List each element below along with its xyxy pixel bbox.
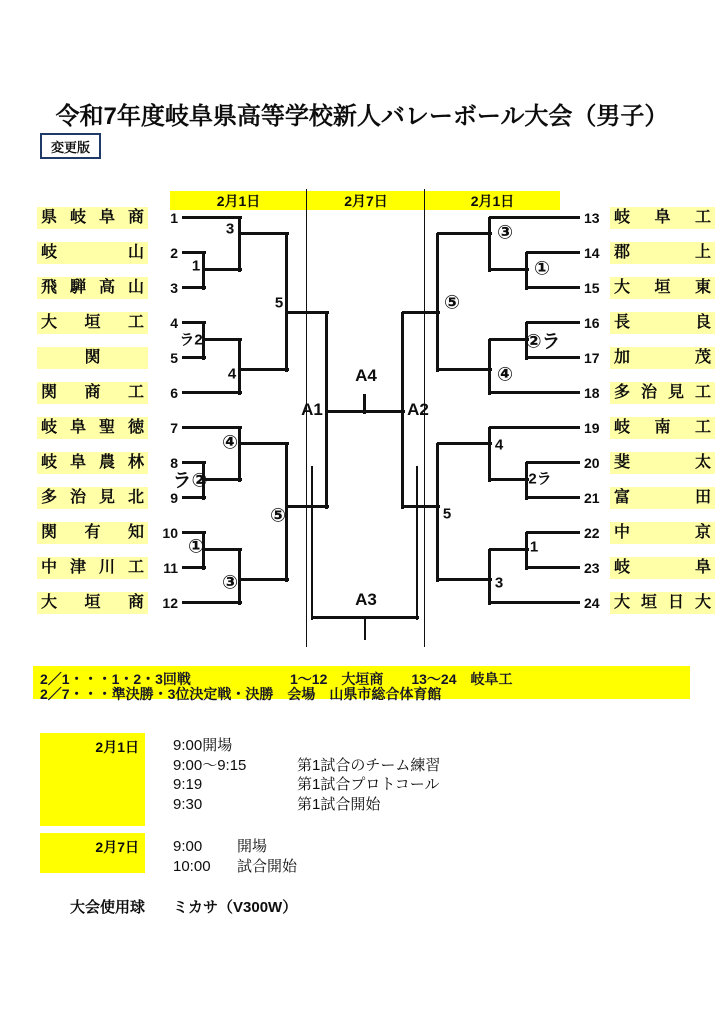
team-name: 岐 山 xyxy=(37,242,148,264)
bracket-line xyxy=(203,478,242,481)
note-line1-left: 2／1・・・1・2・3回戦 xyxy=(40,671,191,687)
bracket-line xyxy=(286,311,329,314)
match-label: ④ xyxy=(221,432,239,454)
team-seed: 19 xyxy=(584,420,600,436)
bracket-line xyxy=(311,466,313,620)
bracket-line xyxy=(286,505,329,508)
bracket-line xyxy=(402,505,440,508)
bracket-line xyxy=(239,578,289,581)
ball-value: ミカサ（V300W） xyxy=(173,899,298,916)
bracket-line xyxy=(489,268,529,271)
bracket-line xyxy=(489,478,529,481)
schedule-row xyxy=(173,754,440,774)
bracket-line xyxy=(437,232,492,235)
team-seed: 7 xyxy=(170,420,178,436)
team-seed: 20 xyxy=(584,455,600,471)
schedule-row xyxy=(173,734,440,754)
team-name: 関 商 工 xyxy=(37,382,148,404)
team-name: 長 良 xyxy=(610,312,715,334)
bracket-line xyxy=(239,232,289,235)
match-label: 4 xyxy=(494,436,504,454)
team-name: 中 津 川 工 xyxy=(37,557,148,579)
bracket-line xyxy=(526,461,580,464)
bracket-line xyxy=(489,338,529,341)
team-name: 岐 阜 農 林 xyxy=(37,452,148,474)
bracket-line xyxy=(436,233,439,372)
schedule-row xyxy=(173,855,297,875)
schedule-row xyxy=(173,835,297,855)
schedule-desc: 開場 xyxy=(237,838,268,855)
bracket-line xyxy=(238,217,241,272)
team-seed: 22 xyxy=(584,525,600,541)
bracket-line xyxy=(239,442,289,445)
bracket-line xyxy=(526,321,580,324)
team-seed: 18 xyxy=(584,385,600,401)
bracket-line xyxy=(437,578,492,581)
schedule-desc: 試合開始 xyxy=(237,857,298,875)
team-seed: 2 xyxy=(170,245,178,261)
match-label: ③ xyxy=(221,572,239,594)
team-seed: 21 xyxy=(584,490,600,506)
bracket-line xyxy=(364,617,366,640)
match-label: 4 xyxy=(227,365,237,383)
team-seed: 23 xyxy=(584,560,600,576)
match-label: 1 xyxy=(529,538,539,556)
bracket-line xyxy=(238,549,241,605)
bracket-line xyxy=(489,216,580,219)
team-seed: 11 xyxy=(163,560,178,576)
bracket-line xyxy=(437,442,492,445)
team-name: 大 垣 日 大 xyxy=(610,592,715,614)
team-seed: 4 xyxy=(170,315,178,331)
bracket-line xyxy=(526,286,580,289)
team-seed: 1 xyxy=(170,210,178,226)
match-label: ① xyxy=(187,536,205,558)
bracket-line xyxy=(203,338,242,341)
team-seed: 17 xyxy=(584,350,600,366)
schedule-time: 9:00開場 xyxy=(173,737,233,754)
court-label: A3 xyxy=(355,590,377,609)
team-seed: 15 xyxy=(584,280,600,296)
schedule-day1-rows xyxy=(173,734,440,812)
team-name: 多 治 見 工 xyxy=(610,382,715,404)
bracket-line xyxy=(526,531,580,534)
ball-label: 大会使用球 xyxy=(69,899,145,916)
match-label: 5 xyxy=(442,505,452,523)
schedule-desc: 第1試合プロトコール xyxy=(297,776,440,794)
team-name: 関 xyxy=(37,347,148,369)
bracket-line xyxy=(238,427,241,482)
bracket-line xyxy=(525,532,528,570)
schedule-day1-date: 2月1日 xyxy=(95,739,139,755)
bracket-line xyxy=(203,548,242,551)
bracket-line xyxy=(489,391,580,394)
match-label: ⑤ xyxy=(443,292,461,314)
match-label: 5 xyxy=(274,294,284,312)
day-header: 2月7日 xyxy=(307,191,425,210)
bracket-line xyxy=(182,601,242,604)
bracket-line xyxy=(526,251,580,254)
team-name: 飛 騨 高 山 xyxy=(37,277,148,299)
bracket-line xyxy=(525,252,528,290)
team-name: 大 垣 工 xyxy=(37,312,148,334)
team-name: 多 治 見 北 xyxy=(37,487,148,509)
court-label: A2 xyxy=(407,400,429,419)
revision-badge: 変更版 xyxy=(40,133,101,159)
bracket-line xyxy=(182,391,242,394)
match-label: ラ② xyxy=(172,470,208,492)
team-name: 岐 阜 xyxy=(610,557,715,579)
schedule-time: 9:00～9:15 xyxy=(173,756,247,774)
team-seed: 5 xyxy=(170,350,178,366)
schedule-day2-date: 2月7日 xyxy=(95,839,139,855)
schedule-desc: 第1試合開始 xyxy=(297,795,381,813)
match-label: ②ラ xyxy=(525,331,561,353)
team-seed: 3 xyxy=(170,280,178,296)
day-header: 2月1日 xyxy=(170,191,307,210)
team-name: 県 岐 阜 商 xyxy=(37,207,148,229)
bracket-line xyxy=(202,252,205,290)
bracket-line xyxy=(182,426,242,429)
team-seed: 6 xyxy=(170,385,178,401)
match-label: 1 xyxy=(191,257,201,275)
schedule-desc: 第1試合のチーム練習 xyxy=(297,756,441,774)
bracket-line xyxy=(488,427,491,482)
bracket-line xyxy=(416,466,418,620)
team-name: 郡 上 xyxy=(610,242,715,264)
match-label: ⑤ xyxy=(269,505,287,527)
schedule-row xyxy=(173,793,440,813)
bracket-line xyxy=(436,443,439,582)
bracket-line xyxy=(238,339,241,395)
bracket-line xyxy=(489,426,580,429)
bracket-line xyxy=(437,368,492,371)
bracket-line xyxy=(488,339,491,395)
team-name: 岐 南 工 xyxy=(610,417,715,439)
team-seed: 16 xyxy=(584,315,600,331)
bracket-line xyxy=(402,311,440,314)
team-seed: 9 xyxy=(170,490,178,506)
team-seed: 24 xyxy=(584,595,600,611)
schedule-row xyxy=(173,773,440,793)
team-name: 関 有 知 xyxy=(37,522,148,544)
bracket-line xyxy=(182,216,242,219)
team-name: 中 京 xyxy=(610,522,715,544)
bracket-line xyxy=(489,601,580,604)
court-label: A4 xyxy=(355,366,377,385)
schedule-time: 9:19 xyxy=(173,776,203,794)
page-title: 令和7年度岐阜県高等学校新人バレーボール大会（男子） xyxy=(55,103,669,130)
team-name: 大 垣 商 xyxy=(37,592,148,614)
team-seed: 8 xyxy=(170,455,178,471)
team-name: 富 田 xyxy=(610,487,715,509)
bracket-line xyxy=(489,548,529,551)
bracket-line xyxy=(203,268,242,271)
bracket-line xyxy=(488,217,491,272)
note-line2: 2／7・・・準決勝・3位決定戦・決勝 会場 山県市総合体育館 xyxy=(40,686,442,702)
bracket-line xyxy=(239,368,289,371)
bracket-line xyxy=(363,394,366,414)
bracket-line xyxy=(285,233,288,372)
team-name: 斐 太 xyxy=(610,452,715,474)
court-label: A1 xyxy=(301,400,323,419)
team-name: 加 茂 xyxy=(610,347,715,369)
match-label: ④ xyxy=(496,364,514,386)
team-name: 岐 阜 工 xyxy=(610,207,715,229)
match-label: ① xyxy=(533,258,551,280)
team-seed: 14 xyxy=(584,245,600,261)
match-label: 3 xyxy=(225,220,235,238)
schedule-time: 10:00 xyxy=(173,857,211,875)
bracket-line xyxy=(488,549,491,605)
bracket-line xyxy=(526,566,580,569)
note-line1-right: 1～12 大垣商 13～24 岐阜工 xyxy=(290,671,513,687)
schedule-time: 9:00 xyxy=(173,838,203,855)
bracket-line xyxy=(526,496,580,499)
team-name: 岐 阜 聖 徳 xyxy=(37,417,148,439)
notes-bar xyxy=(33,666,690,702)
schedule-time: 9:30 xyxy=(173,795,203,813)
match-label: ラ2 xyxy=(179,331,203,349)
bracket-line xyxy=(526,356,580,359)
team-seed: 12 xyxy=(162,595,178,611)
match-label: 3 xyxy=(494,574,504,592)
match-label: 2ラ xyxy=(528,470,552,488)
day-header: 2月1日 xyxy=(425,191,560,210)
team-seed: 13 xyxy=(584,210,600,226)
team-seed: 10 xyxy=(162,525,178,541)
match-label: ③ xyxy=(496,222,514,244)
schedule-day2-rows xyxy=(173,835,297,874)
team-name: 大 垣 東 xyxy=(610,277,715,299)
